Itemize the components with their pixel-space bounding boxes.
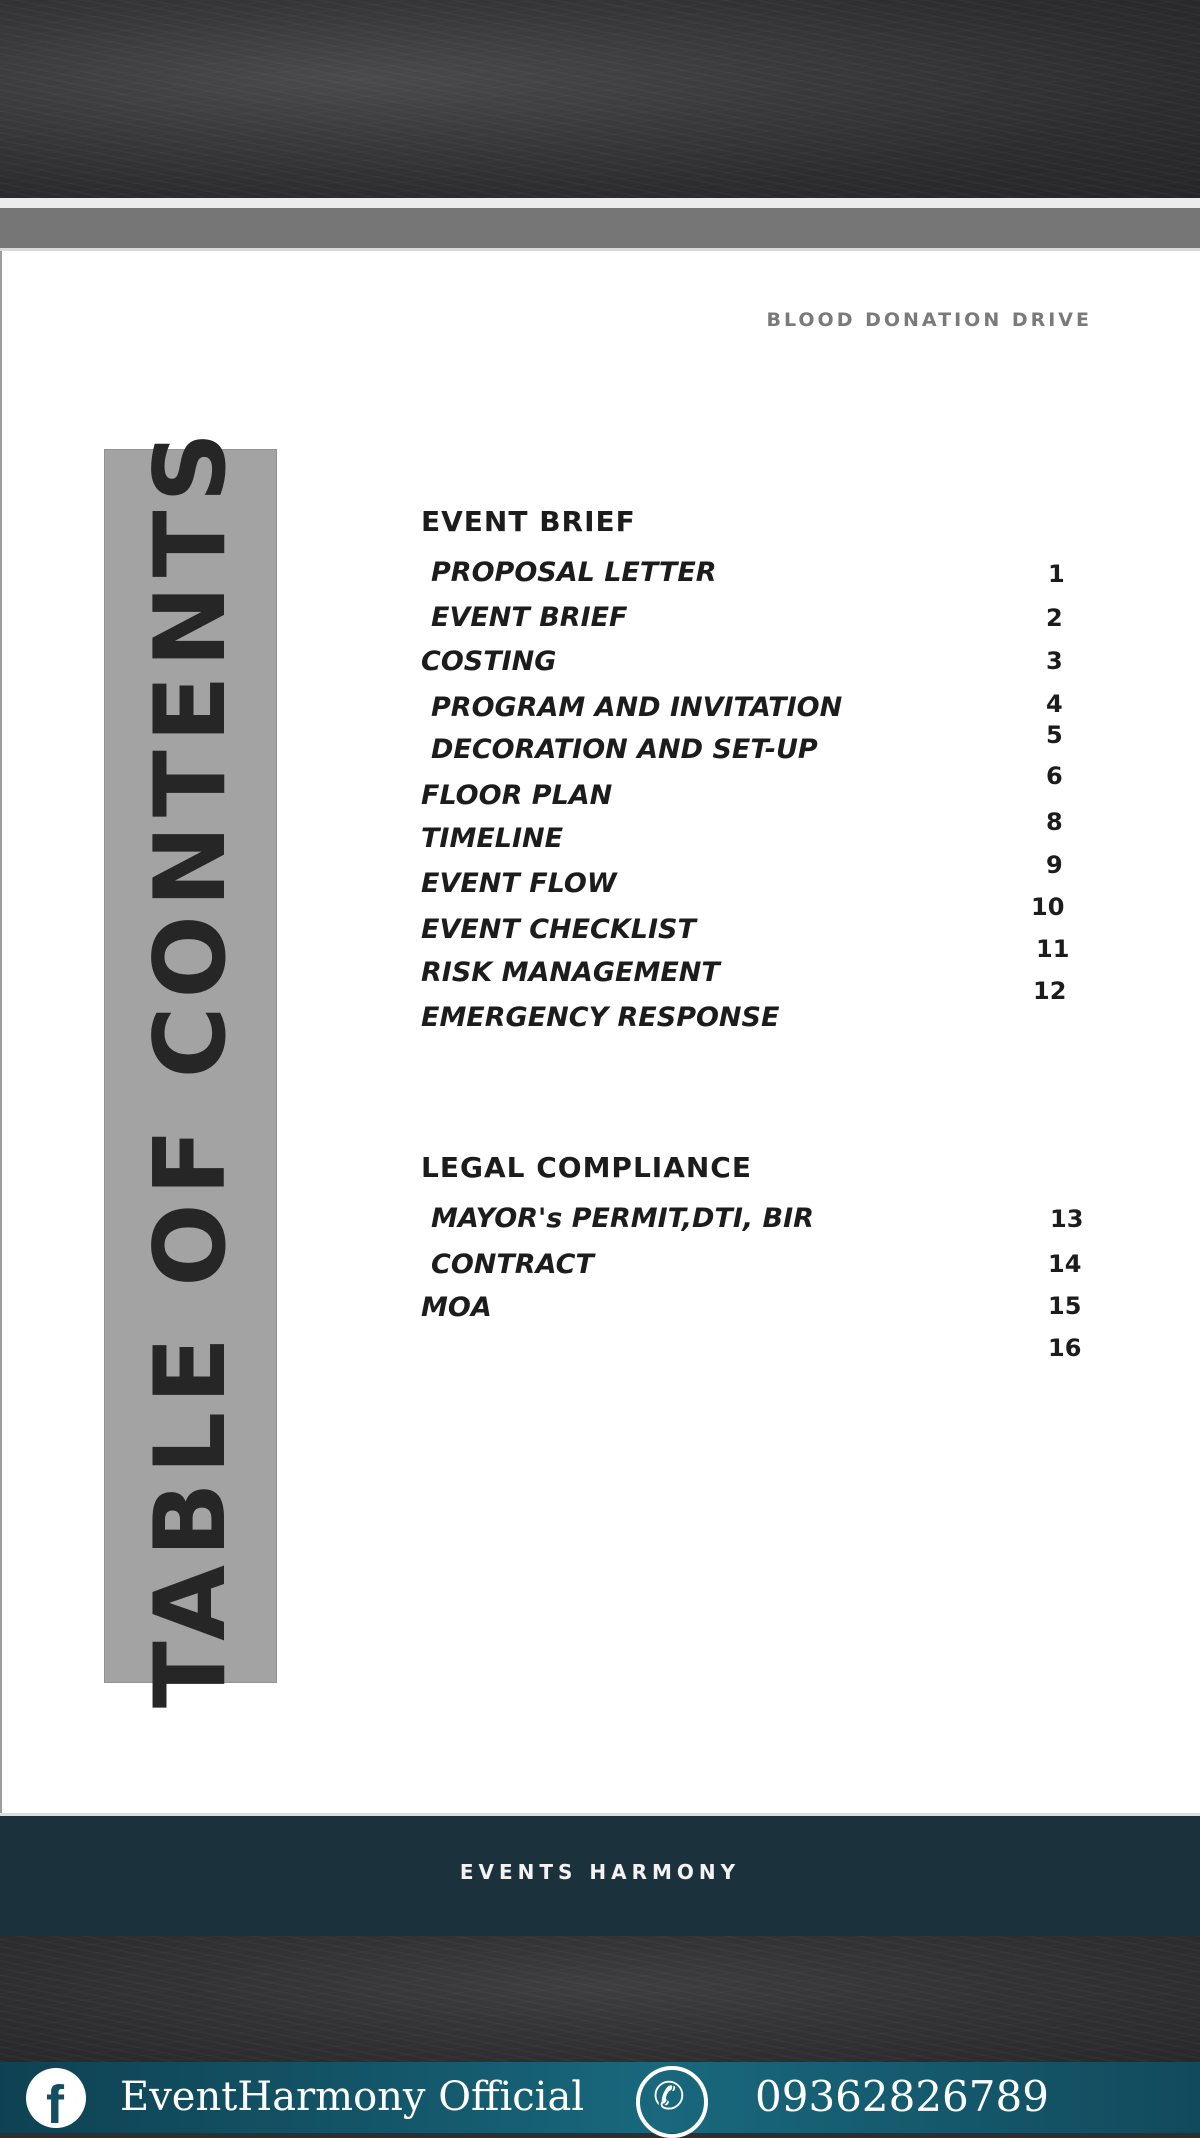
page-number: 10: [1031, 893, 1065, 921]
section-heading-legal-compliance: LEGAL COMPLIANCE: [421, 1151, 752, 1184]
page-number: 1: [1048, 560, 1065, 588]
footer-brand: EVENTS HARMONY: [459, 1860, 741, 1884]
page-number: 9: [1046, 851, 1063, 879]
toc-item[interactable]: TIMELINE: [421, 823, 564, 854]
toc-item[interactable]: CONTRACT: [431, 1249, 594, 1280]
page-number: 3: [1046, 647, 1063, 675]
toc-item[interactable]: PROPOSAL LETTER: [431, 557, 717, 588]
toc-item[interactable]: PROGRAM AND INVITATION: [431, 692, 843, 723]
toc-title: TABLE OF CONTENTS: [133, 423, 248, 1709]
chalkboard-top-banner: [0, 0, 1200, 198]
page-number: 4: [1046, 690, 1063, 718]
page-number: 2: [1046, 604, 1063, 632]
page-number: 16: [1048, 1334, 1082, 1362]
contact-bar: [0, 2062, 1200, 2133]
toc-item[interactable]: EVENT BRIEF: [431, 602, 628, 633]
toc-item[interactable]: EVENT FLOW: [421, 868, 617, 899]
toc-item[interactable]: EVENT CHECKLIST: [421, 914, 696, 945]
page-number: 6: [1046, 762, 1063, 790]
toc-item[interactable]: MOA: [421, 1292, 492, 1323]
page-number: 14: [1048, 1250, 1082, 1278]
facebook-name[interactable]: EventHarmony Official: [120, 2074, 585, 2120]
phone-icon[interactable]: ✆: [636, 2066, 708, 2138]
toc-sidebar: [104, 423, 277, 1709]
toc-item[interactable]: COSTING: [421, 646, 557, 677]
section-heading-event-brief: EVENT BRIEF: [421, 505, 636, 538]
top-divider-grey: [0, 208, 1200, 248]
page-number: 11: [1036, 935, 1070, 963]
toc-item[interactable]: EMERGENCY RESPONSE: [421, 1002, 780, 1033]
facebook-icon[interactable]: f: [26, 2068, 86, 2128]
chalkboard-bottom-banner: [0, 1936, 1200, 2062]
top-divider-light: [0, 198, 1200, 208]
toc-item[interactable]: RISK MANAGEMENT: [421, 957, 720, 988]
page-number: 13: [1050, 1205, 1084, 1233]
toc-item[interactable]: FLOOR PLAN: [421, 780, 613, 811]
page-number: 5: [1046, 721, 1063, 749]
page-number: 8: [1046, 808, 1063, 836]
document-header-label: BLOOD DONATION DRIVE: [766, 309, 1092, 331]
phone-number[interactable]: 09362826789: [755, 2072, 1049, 2121]
footer-band: [0, 1813, 1200, 1936]
page-number: 12: [1033, 977, 1067, 1005]
toc-item[interactable]: DECORATION AND SET-UP: [431, 734, 818, 765]
page-number: 15: [1048, 1292, 1082, 1320]
toc-item[interactable]: MAYOR's PERMIT,DTI, BIR: [431, 1203, 814, 1234]
